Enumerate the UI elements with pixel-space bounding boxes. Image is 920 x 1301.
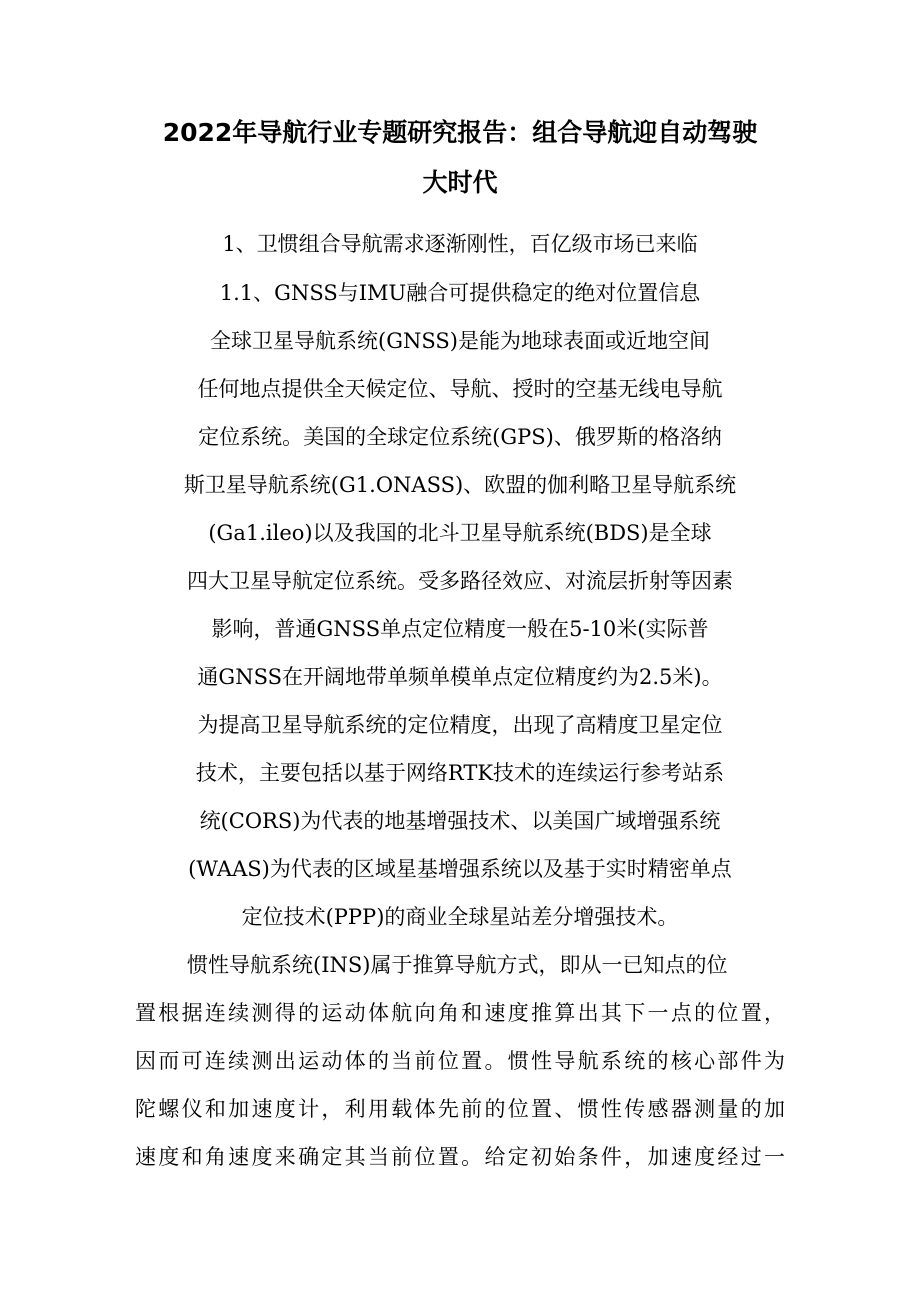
paragraph-line: (WAAS)为代表的区域星基增强系统以及基于实时精密单点 xyxy=(188,857,732,881)
section-heading: 1、卫惯组合导航需求逐渐刚性，百亿级市场已来临 xyxy=(222,232,698,256)
paragraph-line: 置根据连续测得的运动体航向角和速度推算出其下一点的位置， xyxy=(135,1001,785,1025)
paragraph-line: 影响，普通GNSS单点定位精度一般在5-10米(实际普 xyxy=(211,617,709,641)
paragraph-line: 惯性导航系统(INS)属于推算导航方式，即从一已知点的位 xyxy=(187,953,728,977)
paragraph-line: 任何地点提供全天候定位、导航、授时的空基无线电导航 xyxy=(197,377,723,401)
paragraph-line: 统(CORS)为代表的地基增强技术、以美国广域增强系统 xyxy=(199,809,721,833)
paragraph-line: (Ga1.ileo)以及我国的北斗卫星导航系统(BDS)是全球 xyxy=(208,521,712,545)
paragraph-line: 斯卫星导航系统(G1.ONASS)、欧盟的伽利略卫星导航系统 xyxy=(183,473,737,497)
subsection-heading: 1.1、GNSS与IMU融合可提供稳定的绝对位置信息 xyxy=(219,281,701,305)
document-title-line-1: 2022年导航行业专题研究报告：组合导航迎自动驾驶 xyxy=(162,118,758,147)
paragraph-line: 四大卫星导航定位系统。受多路径效应、对流层折射等因素 xyxy=(187,569,733,593)
paragraph-line: 定位技术(PPP)的商业全球星站差分增强技术。 xyxy=(241,905,679,929)
paragraph-line: 技术，主要包括以基于网络RTK技术的连续运行参考站系 xyxy=(195,761,725,785)
paragraph-line: 为提高卫星导航系统的定位精度，出现了高精度卫星定位 xyxy=(197,713,723,737)
paragraph-line: 因而可连续测出运动体的当前位置。惯性导航系统的核心部件为 xyxy=(135,1049,785,1073)
paragraph-line: 陀螺仪和加速度计，利用载体先前的位置、惯性传感器测量的加 xyxy=(135,1097,785,1121)
paragraph-line: 全球卫星导航系统(GNSS)是能为地球表面或近地空间 xyxy=(210,329,710,353)
paragraph-line: 速度和角速度来确定其当前位置。给定初始条件，加速度经过一 xyxy=(135,1145,785,1169)
paragraph-line: 定位系统。美国的全球定位系统(GPS)、俄罗斯的格洛纳 xyxy=(198,425,722,449)
document-title-line-2: 大时代 xyxy=(422,168,498,197)
paragraph-line: 通GNSS在开阔地带单频单模单点定位精度约为2.5米)。 xyxy=(197,665,723,689)
